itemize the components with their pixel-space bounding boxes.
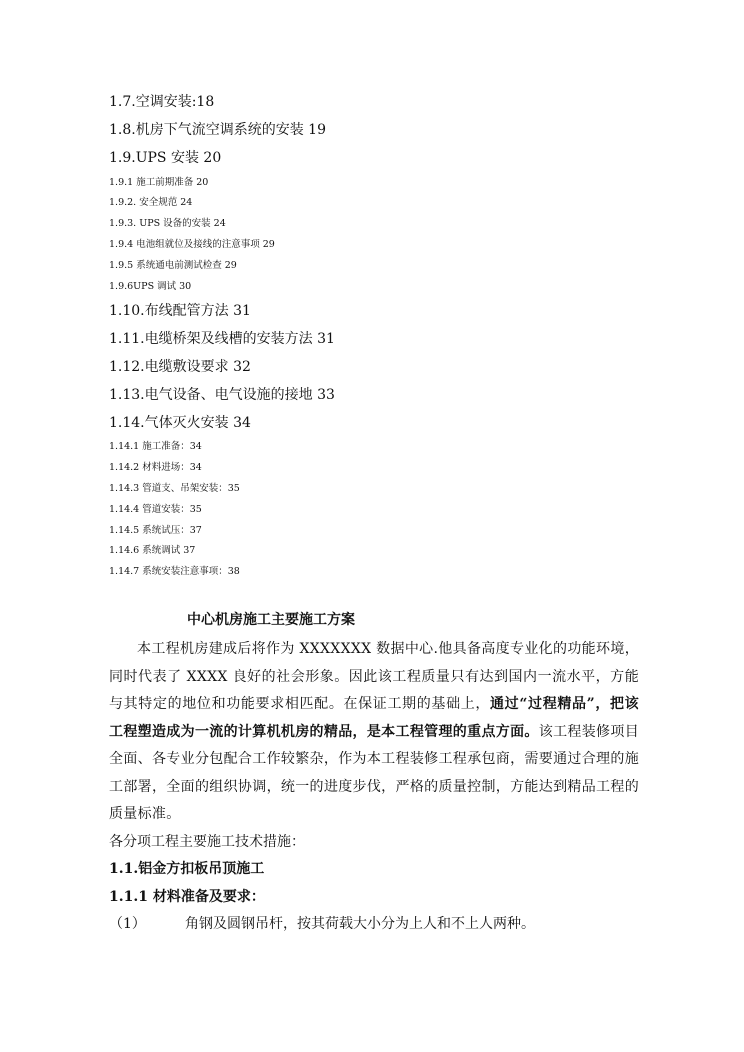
intro-text-part2: 该工程装修项目全面、各专业分包配合工作较繁杂，作为本工程装修工程承包商，需要通过合理的施工部署，全面的组织协调，统一的进度步伐，严格的质量控制，方能达到精品工程的质量标准。 bbox=[109, 723, 639, 822]
toc-subentry[interactable]: 1.14.1 施工准备：34 bbox=[109, 441, 202, 453]
document-title: 中心机房施工主要施工方案 bbox=[187, 612, 355, 628]
toc-subentry[interactable]: 1.9.6UPS 调试 30 bbox=[109, 280, 192, 292]
toc-subentry[interactable]: 1.14.5 系统试压：37 bbox=[109, 524, 202, 536]
intro-paragraph bbox=[109, 636, 639, 829]
toc-subentry[interactable]: 1.9.1 施工前期准备 20 bbox=[109, 176, 209, 188]
toc-entry[interactable]: 1.10.布线配管方法 31 bbox=[109, 302, 251, 319]
toc-subentry[interactable]: 1.9.4 电池组就位及接线的注意事项 29 bbox=[109, 239, 275, 251]
measures-line: 各分项工程主要施工技术措施： bbox=[109, 833, 305, 850]
toc-subentry[interactable]: 1.9.3. UPS 设备的安装 24 bbox=[109, 218, 226, 230]
intro-text-part1: 本工程机房建成后将作为 XXXXXXX 数据中心.他具备高度专业化的功能环境，同时代表了 XXXX 良好的社会形象。因此该工程质量只有达到国内一流水平，方能与其特定的地位和功能要求相匹配。在保证工期的基础上， bbox=[109, 641, 639, 712]
toc-entry[interactable]: 1.9.UPS 安装 20 bbox=[109, 150, 222, 166]
subsection-heading: 1.1.1 材料准备及要求： bbox=[109, 888, 265, 905]
table-of-contents bbox=[109, 88, 669, 582]
toc-subentry[interactable]: 1.14.6 系统调试 37 bbox=[109, 545, 196, 557]
document-body bbox=[109, 606, 639, 939]
toc-entry[interactable]: 1.13.电气设备、电气设施的接地 33 bbox=[109, 386, 335, 403]
toc-subentry[interactable]: 1.14.3 管道支、吊架安装：35 bbox=[109, 483, 240, 495]
toc-entry[interactable]: 1.11.电缆桥架及线槽的安装方法 31 bbox=[109, 330, 335, 347]
toc-entry[interactable]: 1.14.气体灭火安装 34 bbox=[109, 414, 251, 431]
list-item-text: 角钢及圆钢吊杆，按其荷载大小分为上人和不上人两种。 bbox=[185, 916, 535, 932]
toc-subentry[interactable]: 1.9.5 系统通电前测试检查 29 bbox=[109, 259, 237, 271]
toc-entry[interactable]: 1.7.空调安装:18 bbox=[109, 94, 215, 110]
toc-entry[interactable]: 1.8.机房下气流空调系统的安装 19 bbox=[109, 122, 326, 138]
list-marker: （1） bbox=[109, 916, 146, 932]
intro-emphasis: 通过“过程精品”，把该工程塑造成为一流的计算机机房的精品，是本工程管理的重点方面。 bbox=[109, 696, 639, 740]
toc-entry[interactable]: 1.12.电缆敷设要求 32 bbox=[109, 358, 251, 375]
toc-subentry[interactable]: 1.14.7 系统安装注意事项：38 bbox=[109, 566, 240, 578]
toc-subentry[interactable]: 1.14.4 管道安装：35 bbox=[109, 503, 202, 515]
toc-subentry[interactable]: 1.14.2 材料进场：34 bbox=[109, 462, 202, 474]
section-heading: 1.1.铝金方扣板吊顶施工 bbox=[109, 861, 265, 877]
list-item bbox=[109, 911, 639, 939]
toc-subentry[interactable]: 1.9.2. 安全规范 24 bbox=[109, 197, 193, 209]
